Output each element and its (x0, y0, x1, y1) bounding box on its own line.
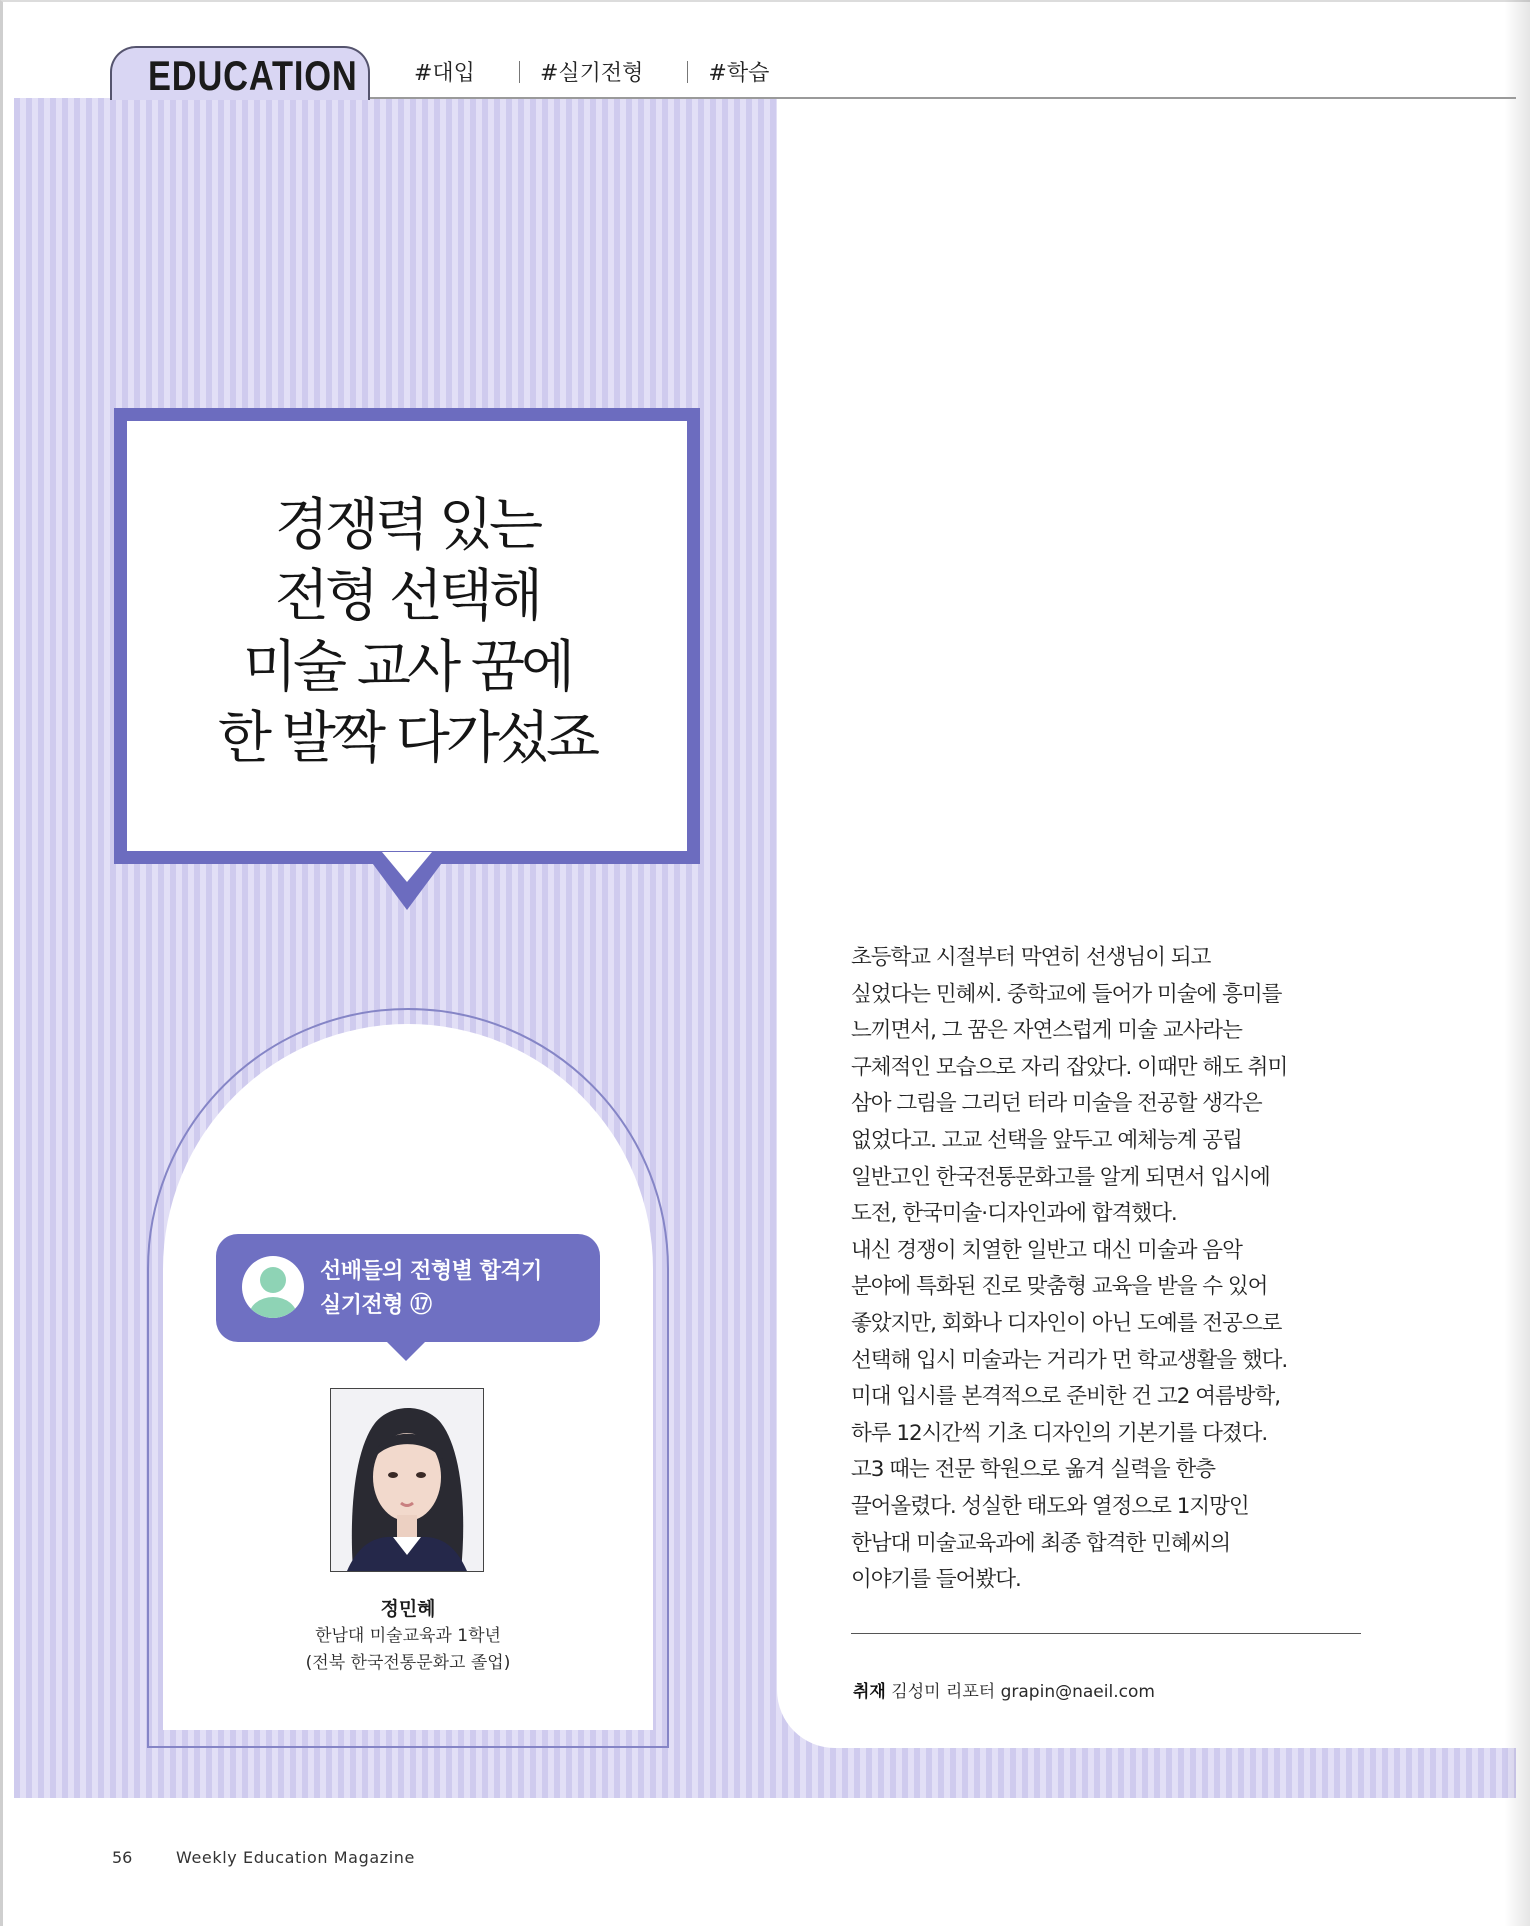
headline-line: 경쟁력 있는 (274, 493, 540, 558)
article-line: 좋았지만, 회화나 디자인이 아닌 도예를 전공으로 (851, 1310, 1282, 1336)
profile-department: 한남대 미술교육과 1학년 (315, 1626, 501, 1646)
byline-reporter: 김성미 리포터 grapin@naeil.com (891, 1682, 1155, 1702)
article-line: 느끼면서, 그 꿈은 자연스럽게 미술 교사라는 (851, 1018, 1242, 1044)
speech-tail (364, 852, 450, 914)
article-line: 한남대 미술교육과에 최종 합격한 민혜씨의 (851, 1530, 1231, 1556)
header-rule (370, 97, 1516, 99)
badge-tail (386, 1341, 426, 1363)
article-line: 도전, 한국미술·디자인과에 합격했다. (851, 1201, 1177, 1227)
article-line: 선택해 입시 미술과는 거리가 먼 학교생활을 했다. (851, 1347, 1288, 1373)
headline-line: 전형 선택해 (274, 564, 540, 629)
hashtag-list (414, 56, 769, 87)
article-line: 이야기를 들어봤다. (851, 1567, 1021, 1593)
byline-divider (851, 1633, 1361, 1634)
magazine-name: Weekly Education Magazine (176, 1848, 415, 1867)
headline-line: 한 발짝 다가섰죠 (217, 706, 597, 771)
portrait-image (331, 1389, 483, 1571)
article-line: 끌어올렸다. 성실한 태도와 열정으로 1지망인 (851, 1493, 1249, 1519)
profile-photo (330, 1388, 484, 1572)
byline-label: 취재 (853, 1682, 886, 1702)
headline-line: 미술 교사 꿈에 (242, 635, 572, 700)
profile-name: 정민혜 (380, 1598, 436, 1620)
user-avatar-icon (240, 1254, 306, 1320)
badge-subtitle: 실기전형 ⑰ (320, 1293, 432, 1318)
hashtag-practical-exam: #실기전형 (539, 61, 644, 86)
article-line: 싶었다는 민혜씨. 중학교에 들어가 미술에 흥미를 (851, 981, 1282, 1007)
article-body (851, 940, 1371, 1599)
byline (853, 1677, 1155, 1702)
article-line: 미대 입시를 본격적으로 준비한 건 고2 여름방학, (851, 1384, 1281, 1410)
article-line: 고3 때는 전문 학원으로 옮겨 실력을 한층 (851, 1457, 1215, 1483)
headline (114, 490, 700, 774)
article-line: 없었다고. 고교 선택을 앞두고 예체능계 공립 (851, 1127, 1242, 1153)
article-line: 삼아 그림을 그리던 터라 미술을 전공할 생각은 (851, 1091, 1262, 1117)
badge-title: 선배들의 전형별 합격기 (320, 1259, 542, 1284)
tag-divider (687, 61, 688, 83)
article-line: 일반고인 한국전통문화고를 알게 되면서 입시에 (851, 1164, 1270, 1190)
hashtag-admission: #대입 (414, 61, 475, 86)
article-line: 내신 경쟁이 치열한 일반고 대신 미술과 음악 (851, 1237, 1242, 1263)
profile-school: (전북 한국전통문화고 졸업) (305, 1653, 511, 1673)
article-line: 구체적인 모습으로 자리 잡았다. 이때만 해도 취미 (851, 1054, 1288, 1080)
hashtag-study: #학습 (708, 61, 770, 86)
article-line: 하루 12시간씩 기초 디자인의 기본기를 다졌다. (851, 1420, 1268, 1446)
tag-divider (519, 61, 520, 83)
page-edge-shadow (1504, 0, 1530, 1926)
article-line: 분야에 특화된 진로 맞춤형 교육을 받을 수 있어 (851, 1274, 1268, 1300)
page-number: 56 (112, 1848, 133, 1867)
section-label: EDUCATION (148, 52, 358, 99)
article-line: 초등학교 시절부터 막연히 선생님이 되고 (851, 945, 1211, 970)
